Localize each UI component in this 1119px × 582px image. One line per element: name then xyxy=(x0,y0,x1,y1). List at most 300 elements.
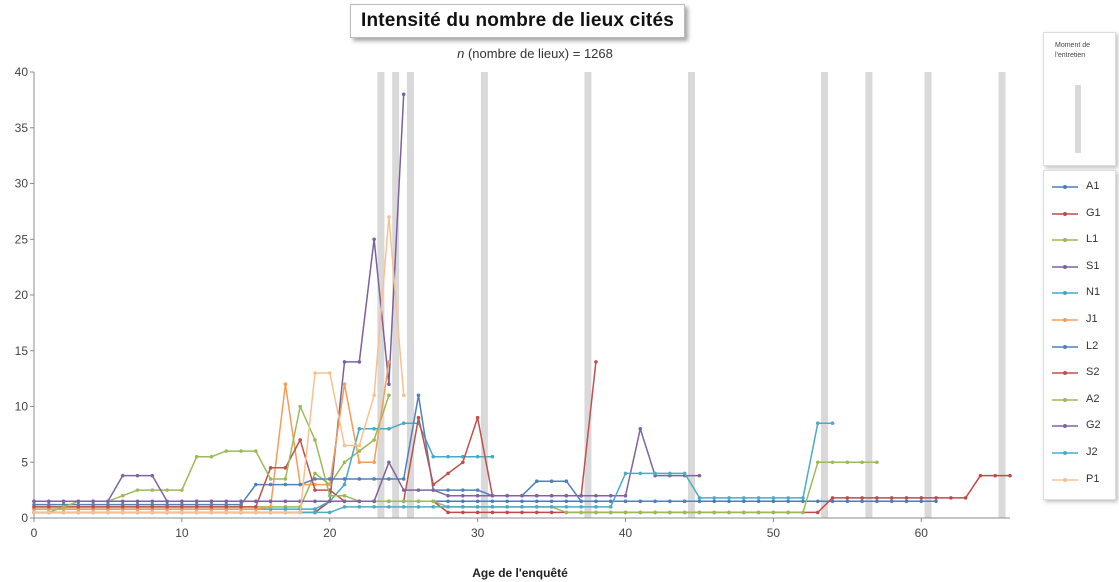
data-point-A2 xyxy=(298,405,302,409)
legend-label: S1 xyxy=(1086,259,1100,272)
data-point-G2 xyxy=(565,494,569,498)
data-point-G1 xyxy=(491,511,495,515)
legend-label: J1 xyxy=(1086,313,1098,325)
data-point-J2 xyxy=(372,505,376,509)
data-point-S2 xyxy=(269,466,273,470)
data-point-P1 xyxy=(151,511,155,515)
y-tick-label: 30 xyxy=(14,176,28,191)
data-point-G1 xyxy=(520,511,524,515)
legend-swatch xyxy=(1050,208,1080,220)
interview-moment-label: Moment de l'entretien xyxy=(1055,42,1091,59)
x-tick-label: 30 xyxy=(470,526,485,540)
data-point-G1 xyxy=(505,511,509,515)
data-point-J2 xyxy=(786,496,790,500)
data-point-G1 xyxy=(535,511,539,515)
series-line-J2 xyxy=(34,423,833,512)
chart-axes xyxy=(15,65,1010,540)
series-line-A2 xyxy=(34,407,877,513)
data-point-P1 xyxy=(254,511,258,515)
data-point-S1 xyxy=(358,360,362,364)
data-point-P1 xyxy=(402,394,406,398)
data-point-G2 xyxy=(195,499,199,503)
legend-swatch xyxy=(1050,447,1080,459)
data-point-J1 xyxy=(387,360,391,364)
data-point-G2 xyxy=(639,427,643,431)
data-point-L1 xyxy=(313,472,317,476)
legend-label: A2 xyxy=(1086,392,1100,405)
legend-label: N1 xyxy=(1086,286,1101,299)
data-point-N1 xyxy=(431,455,435,459)
data-point-L2 xyxy=(387,477,391,481)
data-point-N1 xyxy=(387,427,391,431)
data-point-S1 xyxy=(136,499,140,503)
legend-item-S2 xyxy=(1048,366,1114,380)
data-point-A1 xyxy=(727,499,731,503)
data-point-G1 xyxy=(461,511,465,515)
data-point-G2 xyxy=(151,474,155,478)
data-point-J2 xyxy=(668,472,672,476)
data-point-G1 xyxy=(860,496,864,500)
data-point-P1 xyxy=(284,511,288,515)
data-point-G2 xyxy=(476,494,480,498)
data-point-A1 xyxy=(875,499,879,503)
legend-swatch xyxy=(1050,341,1080,353)
data-point-N1 xyxy=(491,455,495,459)
data-point-N1 xyxy=(284,507,288,511)
data-point-P1 xyxy=(239,511,243,515)
data-point-J2 xyxy=(431,505,435,509)
legend-item-L1 xyxy=(1048,233,1114,247)
data-point-A2 xyxy=(683,511,687,515)
y-tick-label: 5 xyxy=(21,455,28,470)
data-point-G2 xyxy=(387,460,391,464)
data-point-G2 xyxy=(32,499,36,503)
data-point-A2 xyxy=(742,511,746,515)
data-point-L2 xyxy=(284,483,288,487)
data-point-J2 xyxy=(343,505,347,509)
y-tick-label: 10 xyxy=(14,399,28,414)
data-point-J2 xyxy=(757,496,761,500)
data-point-S2 xyxy=(180,505,184,509)
data-point-A2 xyxy=(180,488,184,492)
data-point-J2 xyxy=(801,496,805,500)
data-point-S1 xyxy=(151,499,155,503)
legend-label: S2 xyxy=(1086,366,1100,379)
data-point-A1 xyxy=(890,499,894,503)
interview-moment-bands xyxy=(377,72,1005,518)
data-point-G1 xyxy=(905,496,909,500)
series-J1 xyxy=(32,360,391,511)
legend-swatch-marker xyxy=(1063,291,1067,295)
series-line-S1 xyxy=(34,94,404,501)
data-point-L2 xyxy=(358,477,362,481)
data-point-P1 xyxy=(195,511,199,515)
data-point-L1 xyxy=(372,438,376,442)
chart-title-box xyxy=(350,4,685,38)
data-point-A1 xyxy=(934,499,938,503)
legend-swatch-marker xyxy=(1063,212,1067,216)
legend-item-S1 xyxy=(1048,260,1114,274)
data-point-J2 xyxy=(609,505,613,509)
data-point-G2 xyxy=(77,499,81,503)
data-point-S2 xyxy=(32,505,36,509)
data-point-G2 xyxy=(535,494,539,498)
data-point-A2 xyxy=(269,477,273,481)
data-point-A2 xyxy=(772,511,776,515)
legend-swatch xyxy=(1050,394,1080,406)
data-point-J2 xyxy=(594,505,598,509)
data-point-A2 xyxy=(639,511,643,515)
chart-subtitle xyxy=(330,46,740,61)
series-line-G2 xyxy=(34,429,700,502)
data-point-S2 xyxy=(254,505,258,509)
data-point-L2 xyxy=(668,499,672,503)
legend-item-G1 xyxy=(1048,207,1114,221)
data-point-A1 xyxy=(742,499,746,503)
data-point-A1 xyxy=(565,499,569,503)
data-point-J2 xyxy=(816,421,820,425)
legend-label: L1 xyxy=(1086,233,1099,246)
data-point-G2 xyxy=(624,494,628,498)
data-point-J2 xyxy=(520,505,524,509)
data-point-P1 xyxy=(269,511,273,515)
data-point-G2 xyxy=(224,499,228,503)
data-point-G1 xyxy=(1008,474,1012,478)
data-point-L2 xyxy=(461,488,465,492)
data-point-A2 xyxy=(313,438,317,442)
series-layer xyxy=(32,93,1012,515)
y-tick-label: 35 xyxy=(14,120,28,135)
data-point-A2 xyxy=(136,488,140,492)
data-point-G2 xyxy=(372,499,376,503)
data-point-A1 xyxy=(846,499,850,503)
data-point-A2 xyxy=(195,455,199,459)
data-point-J2 xyxy=(358,505,362,509)
data-point-G2 xyxy=(165,499,169,503)
data-point-A2 xyxy=(727,511,731,515)
data-point-S2 xyxy=(195,505,199,509)
data-point-J2 xyxy=(683,472,687,476)
series-P1 xyxy=(32,215,405,514)
data-point-S2 xyxy=(446,472,450,476)
data-point-J2 xyxy=(446,505,450,509)
data-point-P1 xyxy=(121,511,125,515)
series-legend xyxy=(1043,170,1116,500)
data-point-L2 xyxy=(594,499,598,503)
legend-label: L2 xyxy=(1086,339,1099,352)
data-point-L2 xyxy=(624,499,628,503)
data-point-A2 xyxy=(712,511,716,515)
data-point-P1 xyxy=(47,511,51,515)
data-point-P1 xyxy=(165,511,169,515)
data-point-G1 xyxy=(890,496,894,500)
data-point-S2 xyxy=(417,416,421,420)
data-point-N1 xyxy=(313,507,317,511)
data-point-A2 xyxy=(698,511,702,515)
interview-moment-band-6 xyxy=(821,72,828,518)
data-point-P1 xyxy=(180,511,184,515)
data-point-S2 xyxy=(91,505,95,509)
data-point-A1 xyxy=(446,499,450,503)
legend-swatch xyxy=(1050,420,1080,432)
legend-swatch xyxy=(1050,367,1080,379)
legend-label: P1 xyxy=(1086,472,1100,485)
data-point-A2 xyxy=(668,511,672,515)
data-point-S2 xyxy=(47,505,51,509)
x-axis-label: Age de l'enquêté xyxy=(472,566,568,580)
x-tick-label: 50 xyxy=(766,526,781,540)
data-point-A2 xyxy=(402,499,406,503)
data-point-J2 xyxy=(387,505,391,509)
interview-moment-band-8 xyxy=(925,72,932,518)
data-point-J1 xyxy=(343,382,347,386)
data-point-A2 xyxy=(801,511,805,515)
data-point-L2 xyxy=(550,479,554,483)
data-point-S2 xyxy=(431,483,435,487)
data-point-L1 xyxy=(343,460,347,464)
data-point-J2 xyxy=(491,505,495,509)
data-point-P1 xyxy=(77,511,81,515)
data-point-A2 xyxy=(121,494,125,498)
data-point-A2 xyxy=(417,499,421,503)
data-point-S2 xyxy=(284,466,288,470)
data-point-S2 xyxy=(106,505,110,509)
data-point-A2 xyxy=(653,511,657,515)
legend-item-J2 xyxy=(1048,446,1114,460)
data-point-G2 xyxy=(579,494,583,498)
data-point-L2 xyxy=(476,488,480,492)
data-point-P1 xyxy=(224,511,228,515)
data-point-L2 xyxy=(298,483,302,487)
data-point-G2 xyxy=(180,499,184,503)
data-point-J2 xyxy=(328,511,332,515)
data-point-L2 xyxy=(565,479,569,483)
series-line-L2 xyxy=(34,395,700,504)
data-point-J2 xyxy=(639,472,643,476)
data-point-J2 xyxy=(417,505,421,509)
data-point-A1 xyxy=(860,499,864,503)
data-point-A1 xyxy=(757,499,761,503)
data-point-J1 xyxy=(328,483,332,487)
data-point-G2 xyxy=(210,499,214,503)
data-point-J2 xyxy=(579,505,583,509)
legend-swatch-marker xyxy=(1063,318,1067,322)
series-S1 xyxy=(32,93,405,504)
data-point-L2 xyxy=(343,477,347,481)
subtitle-text: (nombre de lieux) = 1268 xyxy=(464,46,613,61)
data-point-G1 xyxy=(919,496,923,500)
legend-item-N1 xyxy=(1048,286,1114,300)
data-point-L2 xyxy=(698,499,702,503)
data-point-S2 xyxy=(136,505,140,509)
data-point-S1 xyxy=(121,499,125,503)
data-point-S1 xyxy=(372,237,376,241)
data-point-J1 xyxy=(358,460,362,464)
data-point-G2 xyxy=(358,499,362,503)
data-point-P1 xyxy=(343,444,347,448)
data-point-A2 xyxy=(239,449,243,453)
legend-label: G2 xyxy=(1086,419,1101,432)
data-point-J2 xyxy=(505,505,509,509)
interview-moment-legend xyxy=(1043,32,1116,166)
legend-item-A2 xyxy=(1048,393,1114,407)
y-tick-label: 40 xyxy=(14,65,28,79)
data-point-A2 xyxy=(328,494,332,498)
data-point-A2 xyxy=(284,477,288,481)
data-point-L2 xyxy=(579,499,583,503)
data-point-A2 xyxy=(624,511,628,515)
legend-swatch xyxy=(1050,287,1080,299)
data-point-S2 xyxy=(313,488,317,492)
data-point-G2 xyxy=(491,494,495,498)
x-tick-label: 20 xyxy=(323,526,337,540)
x-tick-label: 60 xyxy=(914,526,928,540)
data-point-G1 xyxy=(831,496,835,500)
interview-moment-band-0 xyxy=(377,72,384,518)
y-tick-label: 25 xyxy=(14,232,28,247)
data-point-A2 xyxy=(254,449,258,453)
data-point-J2 xyxy=(535,505,539,509)
data-point-S2 xyxy=(77,505,81,509)
y-tick-label: 20 xyxy=(14,288,28,302)
data-point-G1 xyxy=(816,511,820,515)
data-point-S1 xyxy=(343,360,347,364)
data-point-A2 xyxy=(431,499,435,503)
data-point-A2 xyxy=(210,455,214,459)
legend-item-J1 xyxy=(1048,313,1114,327)
data-point-A2 xyxy=(816,460,820,464)
data-point-S2 xyxy=(239,505,243,509)
y-tick-label: 0 xyxy=(21,511,28,525)
subtitle-n: n xyxy=(457,46,465,61)
data-point-A1 xyxy=(535,499,539,503)
legend-label: A1 xyxy=(1086,180,1100,192)
data-point-A2 xyxy=(609,511,613,515)
data-point-G2 xyxy=(136,474,140,478)
data-point-S1 xyxy=(387,382,391,386)
legend-label: J2 xyxy=(1086,446,1098,458)
data-point-P1 xyxy=(358,444,362,448)
data-point-P1 xyxy=(136,511,140,515)
data-point-A2 xyxy=(165,488,169,492)
legend-swatch-marker xyxy=(1063,345,1067,349)
data-point-L2 xyxy=(683,499,687,503)
interview-moment-band-5 xyxy=(688,72,695,518)
legend-swatch-marker xyxy=(1063,265,1067,269)
legend-swatch-marker xyxy=(1063,424,1067,428)
legend-item-G2 xyxy=(1048,419,1114,433)
data-point-G2 xyxy=(698,474,702,478)
legend-swatch xyxy=(1050,261,1080,273)
data-point-L2 xyxy=(653,499,657,503)
data-point-N1 xyxy=(446,455,450,459)
data-point-L2 xyxy=(446,488,450,492)
data-point-G1 xyxy=(476,511,480,515)
data-point-G2 xyxy=(609,494,613,498)
data-point-G2 xyxy=(505,494,509,498)
data-point-S2 xyxy=(594,360,598,364)
y-tick-label: 15 xyxy=(14,343,28,358)
data-point-J2 xyxy=(727,496,731,500)
data-point-G2 xyxy=(446,494,450,498)
data-point-A1 xyxy=(905,499,909,503)
data-point-G2 xyxy=(520,494,524,498)
data-point-A2 xyxy=(62,505,66,509)
data-point-A2 xyxy=(343,494,347,498)
legend-swatch-marker xyxy=(1063,478,1067,482)
data-point-N1 xyxy=(402,421,406,425)
data-point-P1 xyxy=(387,215,391,219)
legend-swatch-marker xyxy=(1063,398,1067,402)
x-tick-label: 40 xyxy=(618,526,633,540)
data-point-J2 xyxy=(461,505,465,509)
data-point-J2 xyxy=(772,496,776,500)
data-point-A2 xyxy=(846,460,850,464)
data-point-A1 xyxy=(786,499,790,503)
data-point-S2 xyxy=(165,505,169,509)
data-point-G1 xyxy=(979,474,983,478)
data-point-G2 xyxy=(417,488,421,492)
data-point-S2 xyxy=(121,505,125,509)
data-point-S2 xyxy=(461,460,465,464)
data-point-A1 xyxy=(505,499,509,503)
data-point-G2 xyxy=(121,474,125,478)
data-point-P1 xyxy=(210,511,214,515)
data-point-J2 xyxy=(698,496,702,500)
data-point-J2 xyxy=(653,472,657,476)
data-point-G2 xyxy=(313,499,317,503)
data-point-G2 xyxy=(254,499,258,503)
data-point-N1 xyxy=(476,455,480,459)
legend-swatch-marker xyxy=(1063,451,1067,455)
data-point-J2 xyxy=(831,421,835,425)
data-point-A2 xyxy=(579,511,583,515)
data-point-J2 xyxy=(712,496,716,500)
data-point-N1 xyxy=(358,427,362,431)
interview-moment-swatch xyxy=(1075,85,1081,153)
data-point-L2 xyxy=(639,499,643,503)
legend-swatch xyxy=(1050,474,1080,486)
data-point-G2 xyxy=(106,499,110,503)
data-point-G2 xyxy=(402,488,406,492)
data-point-A2 xyxy=(831,460,835,464)
data-point-G1 xyxy=(949,496,953,500)
data-point-S2 xyxy=(151,505,155,509)
data-point-G1 xyxy=(550,511,554,515)
data-point-A1 xyxy=(816,499,820,503)
data-point-A1 xyxy=(520,499,524,503)
data-point-G2 xyxy=(269,499,273,503)
data-point-J1 xyxy=(372,460,376,464)
data-point-G1 xyxy=(846,496,850,500)
data-point-G2 xyxy=(328,499,332,503)
data-point-G1 xyxy=(446,511,450,515)
data-point-L2 xyxy=(254,483,258,487)
data-point-G2 xyxy=(343,499,347,503)
data-point-G2 xyxy=(91,499,95,503)
data-point-A1 xyxy=(772,499,776,503)
data-point-A1 xyxy=(491,499,495,503)
legend-item-A1 xyxy=(1048,180,1114,194)
data-point-A1 xyxy=(712,499,716,503)
data-point-A2 xyxy=(786,511,790,515)
data-point-A2 xyxy=(594,511,598,515)
legend-swatch xyxy=(1050,314,1080,326)
data-point-J2 xyxy=(565,505,569,509)
data-point-G2 xyxy=(62,499,66,503)
data-point-P1 xyxy=(91,511,95,515)
data-point-G1 xyxy=(964,496,968,500)
